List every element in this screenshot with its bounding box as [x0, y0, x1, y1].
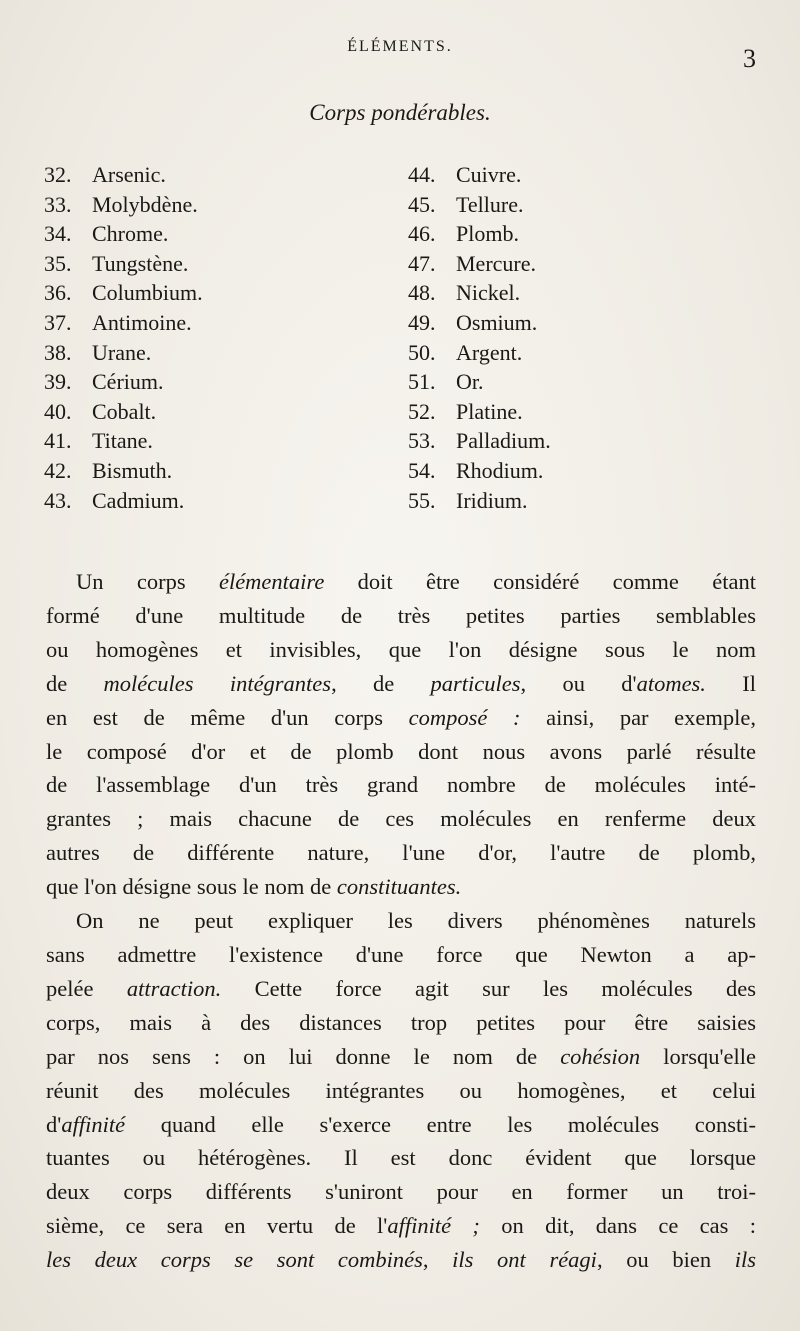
element-column-right	[408, 160, 551, 515]
element-number: 34.	[44, 221, 72, 247]
text-line	[46, 599, 756, 633]
element-name: Cérium.	[92, 369, 164, 395]
text-segment: grantes ; mais chacune de ces molécules en renferme deux	[46, 806, 756, 832]
italic-text: attraction.	[126, 975, 222, 1001]
running-title: ÉLÉMENTS.	[347, 38, 453, 55]
text-segment: de	[46, 670, 104, 696]
element-name: Antimoine.	[92, 309, 192, 335]
text-line	[46, 1141, 756, 1175]
element-name: Titane.	[92, 428, 153, 454]
element-list-item	[408, 160, 551, 190]
element-name: Cadmium.	[92, 487, 185, 513]
element-number: 39.	[44, 369, 72, 395]
element-name: Tungstène.	[92, 250, 189, 276]
element-number: 33.	[44, 191, 72, 217]
element-list-item	[44, 219, 408, 249]
text-segment: , ou d'	[520, 670, 637, 696]
element-list-item	[408, 249, 551, 279]
element-list-item	[44, 338, 408, 368]
element-name: Or.	[456, 369, 484, 395]
element-name: Plomb.	[456, 221, 519, 247]
text-segment: lorsqu'elle	[640, 1043, 756, 1069]
element-list-item	[408, 338, 551, 368]
text-segment: formé d'une multitude de très petites parties semblables	[46, 602, 756, 628]
text-line	[46, 836, 756, 870]
element-name: Platine.	[456, 398, 523, 424]
element-number: 53.	[408, 428, 436, 454]
text-segment: réunit des molécules intégrantes ou homogènes, et celui	[46, 1077, 756, 1103]
text-segment: , de	[331, 670, 431, 696]
text-line	[46, 938, 756, 972]
element-name: Urane.	[92, 339, 152, 365]
element-name: Palladium.	[456, 428, 551, 454]
text-segment: Un corps	[76, 569, 219, 594]
element-name: Bismuth.	[92, 457, 173, 483]
element-list-item	[44, 486, 408, 516]
element-list-item	[408, 426, 551, 456]
element-list-item	[44, 367, 408, 397]
element-list-item	[44, 190, 408, 220]
element-name: Mercure.	[456, 250, 537, 276]
italic-text: atomes.	[636, 670, 706, 696]
text-segment: autres de différente nature, l'une d'or, l'autre de plomb,	[46, 840, 756, 866]
text-segment: que l'on désigne sous le nom de	[46, 874, 337, 900]
element-number: 52.	[408, 398, 436, 424]
italic-text: cohésion	[560, 1043, 641, 1069]
element-list-item	[408, 397, 551, 427]
element-list-item	[44, 308, 408, 338]
element-number: 47.	[408, 250, 436, 276]
element-name: Arsenic.	[92, 162, 166, 187]
text-line	[46, 904, 756, 938]
italic-text: particules	[430, 670, 521, 696]
text-segment: le composé d'or et de plomb dont nous avons parlé résulte	[46, 738, 756, 764]
element-number: 36.	[44, 280, 72, 306]
element-number: 55.	[408, 487, 436, 513]
element-list-item	[408, 219, 551, 249]
text-line	[46, 1074, 756, 1108]
text-line	[46, 633, 756, 667]
element-number: 49.	[408, 309, 436, 335]
italic-text: élémentaire	[218, 569, 325, 594]
text-line	[46, 768, 756, 802]
italic-text: composé :	[408, 704, 521, 730]
text-line	[46, 701, 756, 735]
element-name: Molybdène.	[92, 191, 198, 217]
text-segment: sième, ce sera en vertu de l'	[46, 1213, 388, 1239]
body-text	[46, 565, 756, 1277]
element-list-item	[408, 456, 551, 486]
element-name: Argent.	[456, 339, 523, 365]
element-list-item	[408, 367, 551, 397]
text-line	[46, 667, 756, 701]
text-segment: ou homogènes et invisibles, que l'on désigne sous le nom	[46, 636, 756, 662]
element-number: 42.	[44, 457, 72, 483]
element-name: Cobalt.	[92, 398, 157, 424]
element-number: 32.	[44, 162, 72, 187]
element-number: 35.	[44, 250, 72, 276]
element-name: Osmium.	[456, 309, 538, 335]
element-number: 38.	[44, 339, 72, 365]
element-list-item	[408, 486, 551, 516]
section-title: Corps pondérables.	[309, 100, 491, 125]
italic-text: les deux corps se sont combinés	[46, 1247, 423, 1273]
text-segment: ainsi, par exemple,	[520, 704, 756, 730]
text-segment: sans admettre l'existence d'une force que Newton a ap-	[46, 941, 756, 967]
text-line	[46, 802, 756, 836]
element-list-item	[44, 456, 408, 486]
element-list-item	[408, 308, 551, 338]
element-name: Nickel.	[456, 280, 521, 306]
element-name: Rhodium.	[456, 457, 544, 483]
text-line	[46, 972, 756, 1006]
text-segment: tuantes ou hétérogènes. Il est donc évident que lorsque	[46, 1145, 756, 1171]
element-list	[44, 160, 744, 515]
element-list-item	[408, 190, 551, 220]
text-segment: corps, mais à des distances trop petites pour être saisies	[46, 1009, 756, 1035]
italic-text: affinité ;	[387, 1213, 480, 1239]
italic-text: ils ont réagi	[452, 1247, 597, 1273]
text-line	[46, 1006, 756, 1040]
text-segment: On ne peut expliquer les divers phénomènes naturels	[76, 908, 756, 934]
element-name: Cuivre.	[456, 162, 522, 187]
text-line	[46, 1175, 756, 1209]
text-segment: Il	[705, 670, 756, 696]
text-segment: d'	[46, 1111, 62, 1137]
text-line	[46, 1040, 756, 1074]
text-segment: , ou bien	[596, 1247, 735, 1273]
text-line	[46, 1243, 756, 1277]
text-line	[46, 1108, 756, 1142]
element-number: 44.	[408, 162, 436, 187]
element-list-item	[44, 249, 408, 279]
italic-text: ils	[734, 1247, 756, 1273]
element-number: 43.	[44, 487, 72, 513]
page-number: 3	[743, 44, 756, 73]
element-number: 40.	[44, 398, 72, 424]
text-segment: pelée	[46, 975, 127, 1001]
text-line	[46, 1209, 756, 1243]
element-number: 50.	[408, 339, 436, 365]
italic-text: molécules intégrantes	[103, 670, 332, 696]
text-segment: deux corps différents s'uniront pour en former un troi-	[46, 1179, 756, 1205]
text-segment: par nos sens : on lui donne le nom de	[46, 1043, 561, 1069]
element-number: 45.	[408, 191, 436, 217]
element-name: Tellure.	[456, 191, 524, 217]
element-name: Columbium.	[92, 280, 203, 306]
text-segment: Cette force agit sur les molécules des	[221, 975, 756, 1001]
element-number: 41.	[44, 428, 72, 454]
text-segment: ,	[422, 1247, 453, 1273]
text-line	[46, 735, 756, 769]
text-segment: de l'assemblage d'un très grand nombre de molécules inté-	[46, 772, 756, 798]
element-number: 46.	[408, 221, 436, 247]
text-line	[46, 565, 756, 599]
element-list-item	[44, 278, 408, 308]
text-segment: on dit, dans ce cas :	[479, 1213, 756, 1239]
element-number: 51.	[408, 369, 436, 395]
element-number: 54.	[408, 457, 436, 483]
text-line	[46, 870, 756, 904]
text-segment: quand elle s'exerce entre les molécules consti-	[125, 1111, 756, 1137]
element-list-item	[44, 160, 408, 190]
element-number: 48.	[408, 280, 436, 306]
element-list-item	[44, 426, 408, 456]
element-name: Chrome.	[92, 221, 169, 247]
italic-text: affinité	[61, 1111, 126, 1137]
italic-text: constituantes.	[336, 874, 462, 900]
text-segment: en est de même d'un corps	[46, 704, 409, 730]
element-list-item	[408, 278, 551, 308]
element-list-item	[44, 397, 408, 427]
element-column-left	[44, 160, 408, 515]
text-segment: doit être considéré comme étant	[324, 569, 756, 594]
element-number: 37.	[44, 309, 72, 335]
element-name: Iridium.	[456, 487, 528, 513]
